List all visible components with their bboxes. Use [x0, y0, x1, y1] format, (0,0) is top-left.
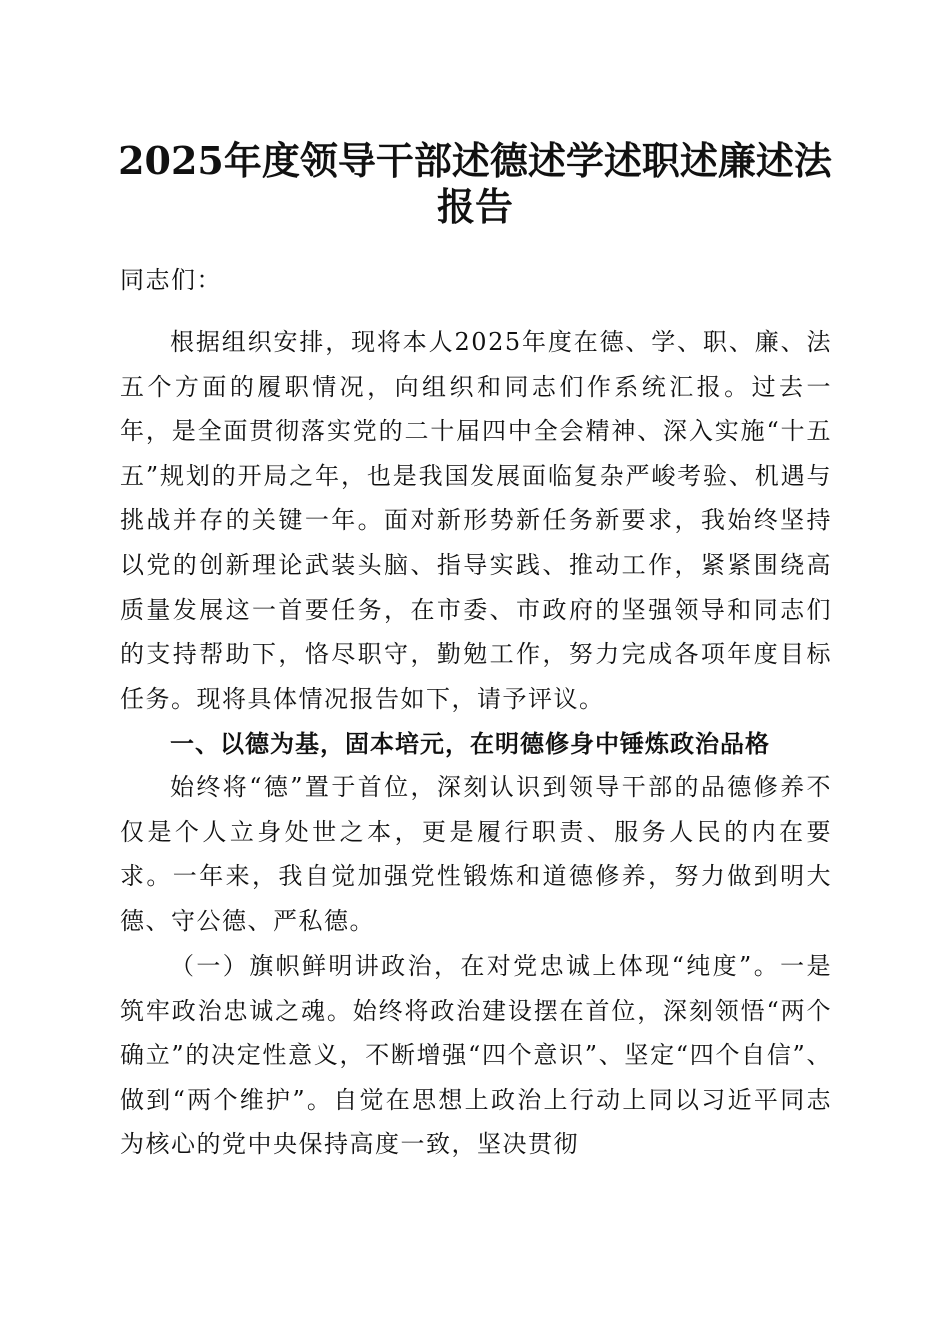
section-1-paragraph: 始终将“德”置于首位，深刻认识到领导干部的品德修养不仅是个人立身处世之本，更是履行职责、服务人民的内在要求。一年来，我自觉加强党性锻炼和道德修养，努力做到明大德、守公德、严私德。	[120, 773, 832, 935]
document-title: 2025年度领导干部述德述学述职述廉述法报告	[118, 138, 832, 229]
salutation: 同志们：	[120, 266, 222, 294]
section-heading-1: 一、以德为基，固本培元，在明德修身中锤炼政治品格	[170, 730, 770, 758]
subsection-1-paragraph: （一）旗帜鲜明讲政治，在对党忠诚上体现“纯度”。一是筑牢政治忠诚之魂。始终将政治建设摆在首位，深刻领悟“两个确立”的决定性意义，不断增强“四个意识”、坚定“四个自信”、做到“两个维护”。自觉在思想上政治上行动上同以习近平同志为核心的党中央保持高度一致，坚决贯彻	[120, 952, 832, 1159]
intro-paragraph: 根据组织安排，现将本人2025年度在德、学、职、廉、法五个方面的履职情况，向组织和同志们作系统汇报。过去一年，是全面贯彻落实党的二十届四中全会精神、深入实施“十五五”规划的开局之年，也是我国发展面临复杂严峻考验、机遇与挑战并存的关键一年。面对新形势新任务新要求，我始终坚持以党的创新理论武装头脑、指导实践、推动工作，紧紧围绕高质量发展这一首要任务，在市委、市政府的坚强领导和同志们的支持帮助下，恪尽职守，勤勉工作，努力完成各项年度目标任务。现将具体情况报告如下，请予评议。	[120, 328, 832, 713]
